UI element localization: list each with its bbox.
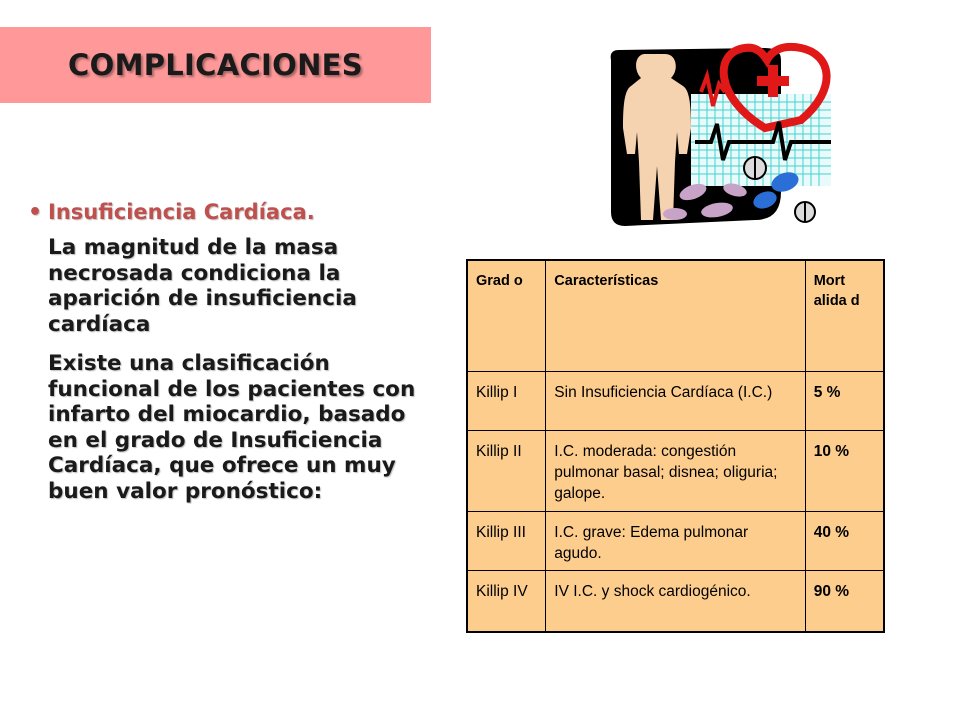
table-row [467,571,884,633]
header-mortalidad: Mort alida d [805,260,884,372]
cell-mortalidad: 5 % [805,372,884,431]
header-grado: Grad o [467,260,546,372]
table-row [467,512,884,571]
cell-caracteristicas: I.C. grave: Edema pulmonar agudo. [546,512,805,571]
cell-caracteristicas: IV I.C. y shock cardiogénico. [546,571,805,633]
cell-mortalidad: 10 % [805,431,884,512]
paragraph-2: Existe una clasificación funcional de los pacientes con infarto del miocardio, basado en el grado de Insuficiencia Cardíaca, que ofrece un muy buen valor pronóstico: [48,351,416,504]
killip-classification-table [466,259,885,633]
body-content [28,200,428,504]
bullet-item [28,200,428,225]
medical-health-clipart-icon [605,42,845,230]
cell-mortalidad: 40 % [805,512,884,571]
cell-caracteristicas: Sin Insuficiencia Cardíaca (I.C.) [546,372,805,431]
header-caracteristicas: Características [546,260,805,372]
paragraph-1: La magnitud de la masa necrosada condiciona la aparición de insuficiencia cardíaca [48,235,357,337]
cell-caracteristicas: I.C. moderada: congestión pulmonar basal; disnea; oliguria; galope. [546,431,805,512]
table-row [467,372,884,431]
table-header-row [467,260,884,372]
page-title: COMPLICACIONES [68,48,363,82]
cell-grado: Killip IV [467,571,546,633]
table-row [467,431,884,512]
cell-grado: Killip III [467,512,546,571]
cell-mortalidad: 90 % [805,571,884,633]
cell-grado: Killip I [467,372,546,431]
bullet-dot-icon: • [28,200,43,225]
cell-grado: Killip II [467,431,546,512]
title-banner [0,27,431,103]
bullet-heading: Insuficiencia Cardíaca. [48,200,315,224]
